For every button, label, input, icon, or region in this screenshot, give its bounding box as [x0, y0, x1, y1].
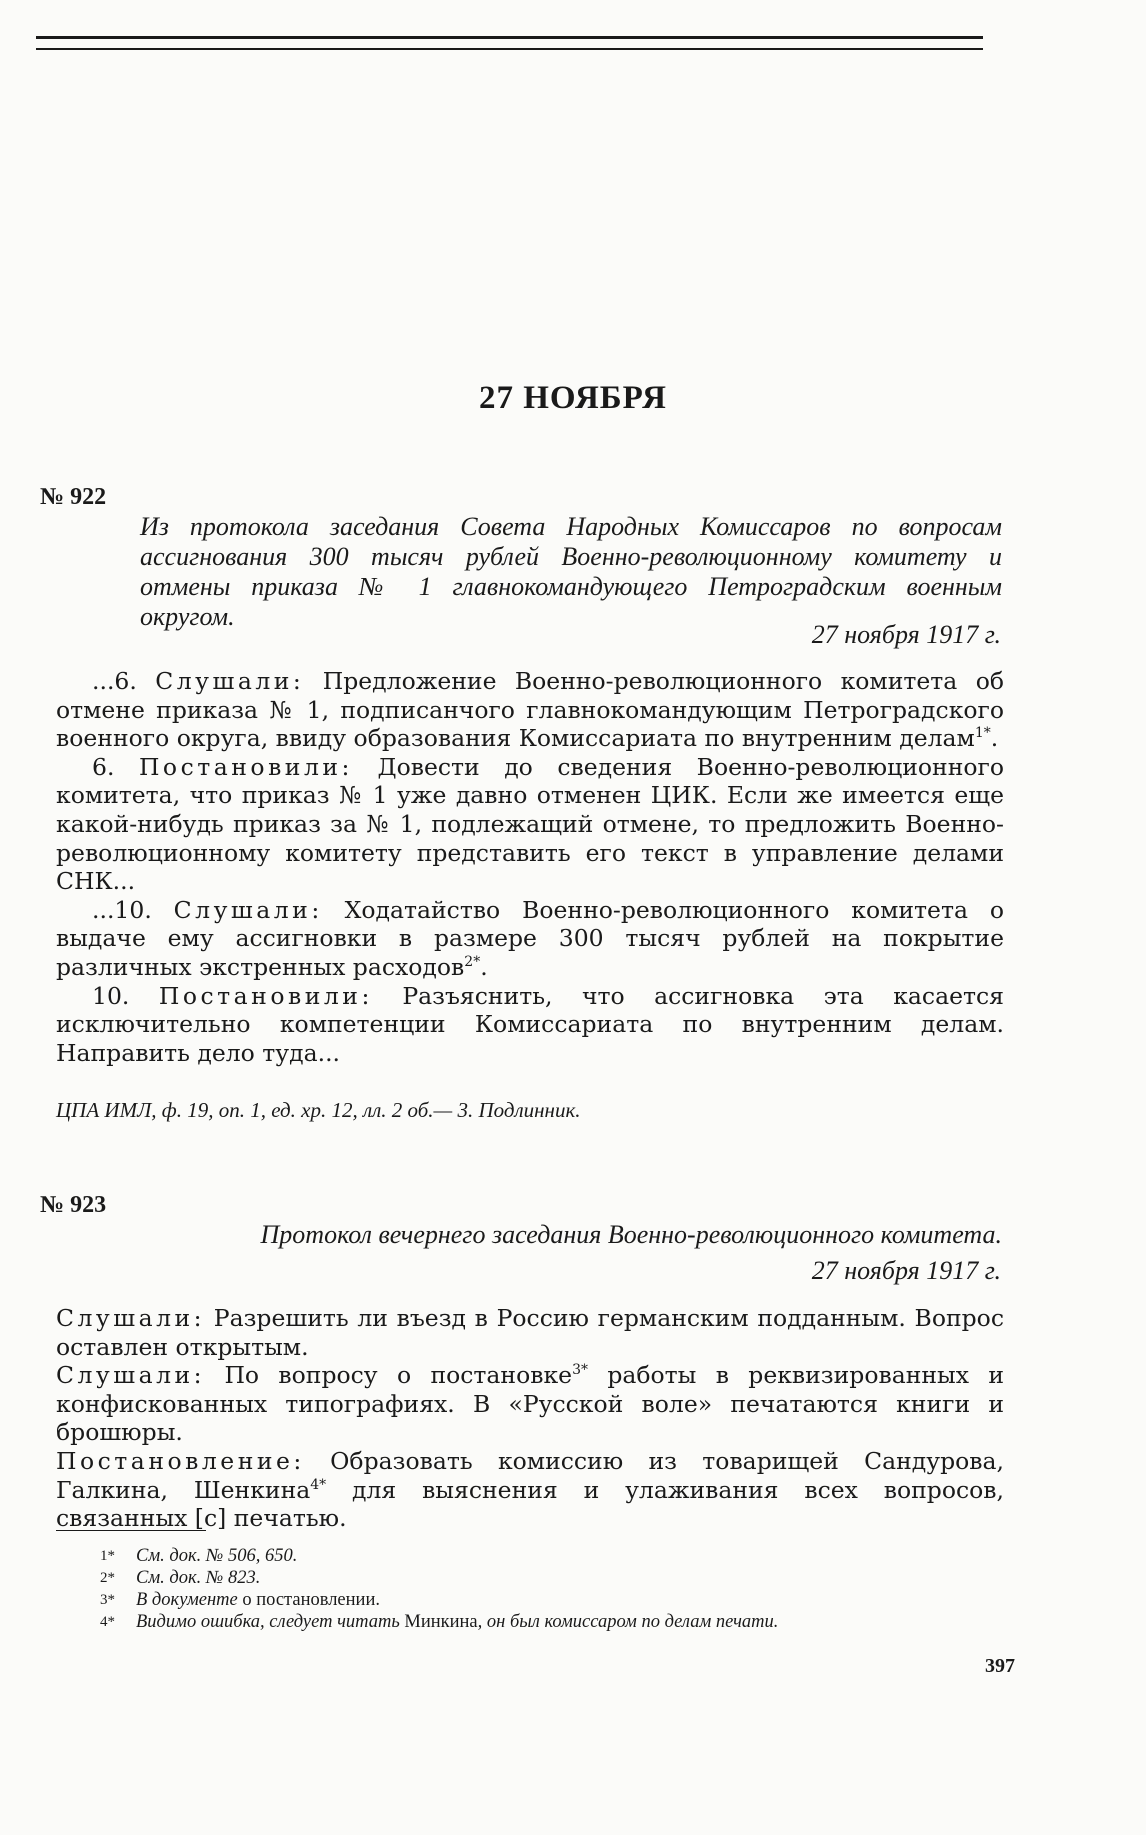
doc-923-paragraph-3: Постановление: Образовать комиссию из товарищей Сандурова, Галкина, Шенкина$^{4*}$ для выяснения и улаживания всех вопросов, связанных [с] печатью.: [56, 1446, 1004, 1533]
footnote-3: 3* В документе о постановлении.: [100, 1590, 380, 1610]
doc-922-title: Из протокола заседания Совета Народных Комиссаров по вопросам ассигнования 300 тысяч рублей Военно-революционному комитету и отмены приказа № 1 главнокомандующего Петроградским военным округом.: [140, 512, 1002, 631]
label-slushali: Слушали:: [56, 1304, 206, 1332]
page-number: 397: [985, 1655, 1015, 1677]
footnote-1: 1* См. док. № 506, 650.: [100, 1546, 298, 1566]
doc-923-number: № 923: [40, 1192, 107, 1218]
doc-922-paragraph-1: ...6. Слушали: Предложение Военно-революционного комитета об отмене приказа № 1, подписанчого главнокомандующим Петроградского военного округа, ввиду образования Комиссариата по внутренним делам$^{1*}$.: [56, 667, 1004, 753]
doc-922-body: [56, 667, 1004, 1067]
doc-923-date: 27 ноября 1917 г.: [811, 1256, 1001, 1285]
label-postanovlenie: Постановление:: [56, 1446, 305, 1475]
footnotes: [100, 1545, 1010, 1633]
label-slushali: Слушали:: [56, 1361, 206, 1390]
doc-923-body: [56, 1304, 1004, 1533]
doc-923-paragraph-2: Слушали: По вопросу о постановке$^{3*}$ работы в реквизированных и конфискованных типографиях. В «Русской воле» печатаются книги и брошюры.: [56, 1361, 1004, 1447]
label-slushali: Слушали:: [173, 895, 323, 924]
doc-922-source: ЦПА ИМЛ, ф. 19, оп. 1, ед. хр. 12, лл. 2 об.— 3. Подлинник.: [56, 1098, 581, 1122]
label-slushali: Слушали:: [155, 667, 305, 695]
footnote-ref: 1*: [974, 725, 991, 742]
footnote-ref: 4*: [310, 1476, 327, 1493]
doc-922-paragraph-4: 10. Постановили: Разъяснить, что ассигновка эта касается исключительно компетенции Комиссариата по внутренним делам. Направить дело туда...: [56, 981, 1004, 1067]
label-postanovili: Постановили:: [158, 981, 373, 1010]
footnote-ref: 3*: [572, 1362, 588, 1379]
section-date-heading: 27 НОЯБРЯ: [479, 380, 667, 416]
doc-922-paragraph-3: ...10. Слушали: Ходатайство Военно-революционного комитета о выдаче ему ассигновки в размере 300 тысяч рублей на покрытие различных экстренных расходов$^{2*}$.: [56, 895, 1004, 981]
doc-923-paragraph-1: Слушали: Разрешить ли въезд в Россию германским подданным. Вопрос оставлен открытым.: [56, 1304, 1004, 1361]
doc-923-title: Протокол вечернего заседания Военно-революционного комитета.: [260, 1220, 1002, 1249]
doc-922-date: 27 ноября 1917 г.: [811, 620, 1001, 649]
top-rule: [36, 36, 983, 50]
footnote-4: 4* Видимо ошибка, следует читать Минкина, он был комиссаром по делам печати.: [100, 1612, 779, 1632]
doc-922-paragraph-2: 6. Постановили: Довести до сведения Военно-революционного комитета, что приказ № 1 уже давно отменен ЦИК. Если же имеется еще какой-нибудь приказ за № 1, подлежащий отмене, то предложить Военно-революционному комитету представить его текст в управление делами СНК...: [56, 752, 1004, 896]
footnote-divider: [56, 1530, 206, 1531]
footnote-2: 2* См. док. № 823.: [100, 1568, 261, 1588]
label-postanovili: Постановили:: [138, 752, 353, 781]
doc-922-number: № 922: [40, 484, 107, 510]
footnote-ref: 2*: [464, 954, 481, 971]
